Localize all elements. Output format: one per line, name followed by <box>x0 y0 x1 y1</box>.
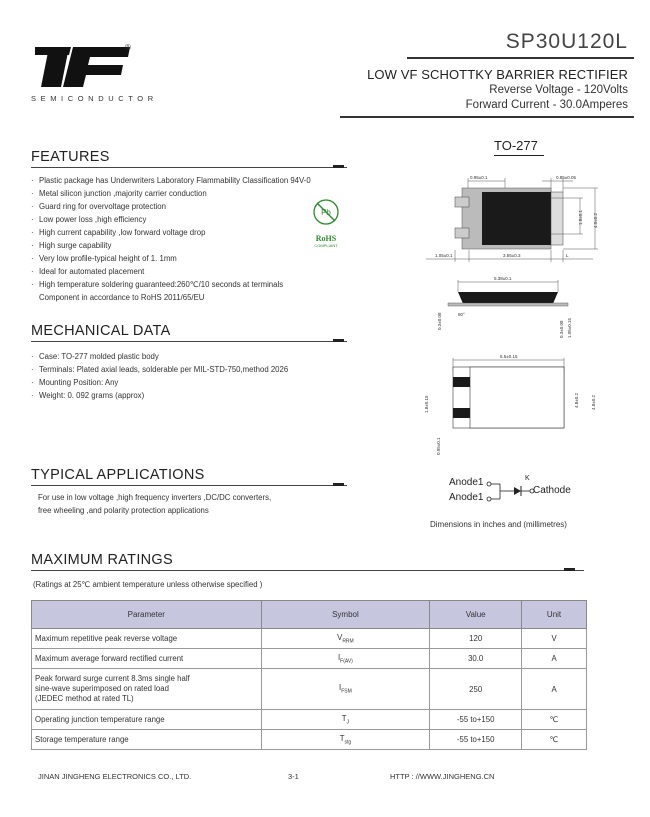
dim-label: 0.3±0.08 <box>559 320 564 338</box>
cell-value: 120 <box>430 629 522 649</box>
dim-label: 80° <box>458 312 465 317</box>
list-item: · High surge capability <box>31 239 311 252</box>
footer-page-number: 3-1 <box>288 772 299 781</box>
k-label: K <box>525 475 530 482</box>
dimensions-note: Dimensions in inches and (millimetres) <box>430 520 567 529</box>
list-item: · Metal silicon junction ,majority carrier conduction <box>31 187 311 200</box>
list-item: · Ideal for automated placement <box>31 265 311 278</box>
top-view <box>426 175 598 262</box>
cell-unit: A <box>522 669 587 710</box>
list-item: · Terminals: Plated axial leads, solderable per MIL-STD-750,method 2026 <box>31 363 288 376</box>
package-name-underline <box>494 155 544 156</box>
ratings-rule <box>31 570 584 571</box>
mechanical-heading: MECHANICAL DATA <box>31 323 171 339</box>
document-title: LOW VF SCHOTTKY BARRIER RECTIFIER <box>367 67 628 82</box>
cell-parameter: Maximum average forward rectified current <box>32 649 262 669</box>
list-item: · Guard ring for overvoltage protection <box>31 200 311 213</box>
applications-rule-mark <box>333 483 344 486</box>
dim-label: 6.5±0.15 <box>500 354 518 359</box>
dim-label: 0.3±0.08 <box>437 312 442 330</box>
diode-symbol-icon <box>486 477 536 505</box>
cell-parameter: Maximum repetitive peak reverse voltage <box>32 629 262 649</box>
cathode-label: Cathode <box>533 485 571 496</box>
footer-url[interactable]: HTTP : //WWW.JINGHENG.CN <box>390 772 495 781</box>
pb-label: Pb <box>321 208 331 217</box>
list-item: · Weight: 0. 092 grams (approx) <box>31 389 288 402</box>
rohs-label: RoHS <box>315 234 337 243</box>
dim-label: 0.95±0.1 <box>436 437 441 455</box>
list-item: · High temperature soldering guaranteed:260℃/10 seconds at terminals <box>31 278 311 291</box>
table-row <box>32 629 587 649</box>
header-rule-lower <box>340 116 634 118</box>
ratings-table <box>31 600 587 750</box>
anode1-label: Anode1 <box>449 477 484 488</box>
applications-line: For use in low voltage ,high frequency inverters ,DC/DC converters, <box>38 493 272 502</box>
cell-symbol: $T_{stg}$ <box>261 730 430 750</box>
mechanical-rule <box>31 341 347 342</box>
dim-label: 1.05±0.15 <box>567 318 572 338</box>
dim-label: 4.8±0.2 <box>574 393 579 408</box>
features-list <box>31 174 311 304</box>
rohs-compliant: COMPLIANT <box>314 243 338 248</box>
part-number: SP30U120L <box>505 30 628 53</box>
cell-symbol: $I_{F(AV)}$ <box>261 649 430 669</box>
header-rule <box>407 57 634 59</box>
table-row <box>32 730 587 750</box>
dim-label: 0.85±0.05 <box>556 175 576 180</box>
list-item: · Plastic package has Underwriters Laboratory Flammability Classification 94V-0 <box>31 174 311 187</box>
features-rule <box>31 167 347 168</box>
mechanical-rule-mark <box>333 339 344 342</box>
features-rule-mark <box>333 165 344 168</box>
compliance-note: Component in accordance to RoHS 2011/65/EU <box>39 293 205 302</box>
list-item: · Case: TO-277 molded plastic body <box>31 350 288 363</box>
dim-label: 4.8±0.2 <box>591 395 596 410</box>
list-item: · Very low profile-typical height of 1. 1mm <box>31 252 311 265</box>
cell-value: 250 <box>430 669 522 710</box>
applications-heading: TYPICAL APPLICATIONS <box>31 467 205 483</box>
cell-unit: V <box>522 629 587 649</box>
cell-value: -55 to+150 <box>430 710 522 730</box>
anode2-label: Anode1 <box>449 492 484 503</box>
cell-symbol: $I_{FSM}$ <box>261 669 430 710</box>
forward-current: Forward Current - 30.0Amperes <box>465 99 628 111</box>
side-view <box>437 276 572 338</box>
brand-subtitle: SEMICONDUCTOR <box>31 94 158 103</box>
ratings-rule-mark <box>564 568 575 571</box>
cell-parameter: Storage temperature range <box>32 730 262 750</box>
package-drawing <box>418 170 603 470</box>
features-heading: FEATURES <box>31 149 110 165</box>
col-header-value: Value <box>430 601 522 629</box>
table-row <box>32 649 587 669</box>
cell-unit: A <box>522 649 587 669</box>
cell-value: -55 to+150 <box>430 730 522 750</box>
cell-symbol: $V_{RRM}$ <box>261 629 430 649</box>
table-header-row <box>32 601 587 629</box>
company-logo <box>35 47 130 87</box>
cell-symbol: $T_J$ <box>261 710 430 730</box>
dim-label: 1.8±0.15 <box>424 395 429 413</box>
table-row <box>32 710 587 730</box>
dim-label: 5.38±0.1 <box>494 276 512 281</box>
cell-parameter: Operating junction temperature range <box>32 710 262 730</box>
dim-label: 4.0±0.2 <box>593 213 598 228</box>
list-item: · Low power loss ,high efficiency <box>31 213 311 226</box>
reverse-voltage: Reverse Voltage - 120Volts <box>489 84 628 96</box>
cell-parameter: Peak forward surge current 8.3ms single half sine-wave superimposed on rated load (JEDEC method at rated TL) <box>32 669 262 710</box>
col-header-parameter: Parameter <box>32 601 262 629</box>
rohs-badge <box>306 197 346 249</box>
package-name: TO-277 <box>494 138 538 153</box>
pb-free-icon <box>306 197 346 229</box>
dim-label: L <box>566 253 569 258</box>
cell-unit: ℃ <box>522 710 587 730</box>
applications-line: free wheeling ,and polarity protection applications <box>38 506 209 515</box>
list-item: · Mounting Position: Any <box>31 376 288 389</box>
cell-unit: ℃ <box>522 730 587 750</box>
mechanical-list <box>31 350 288 402</box>
footer-company: JINAN JINGHENG ELECTRONICS CO., LTD. <box>38 772 192 781</box>
table-row <box>32 669 587 710</box>
ratings-note: (Ratings at 25℃ ambient temperature unless otherwise specified ) <box>33 580 263 589</box>
applications-text <box>38 491 358 517</box>
col-header-unit: Unit <box>522 601 587 629</box>
col-header-symbol: Symbol <box>261 601 430 629</box>
cell-value: 30.0 <box>430 649 522 669</box>
registered-mark: ® <box>125 43 131 52</box>
dim-label: 0.95±0.1 <box>470 175 488 180</box>
list-item: · High current capability ,low forward voltage drop <box>31 226 311 239</box>
dim-label: 1.05±0.1 <box>435 253 453 258</box>
bottom-view <box>424 354 596 455</box>
applications-rule <box>31 485 347 486</box>
dim-label: 3.55±0.3 <box>503 253 521 258</box>
ratings-heading: MAXIMUM RATINGS <box>31 552 173 568</box>
dim-label: 1.8±0.1 <box>578 210 583 225</box>
